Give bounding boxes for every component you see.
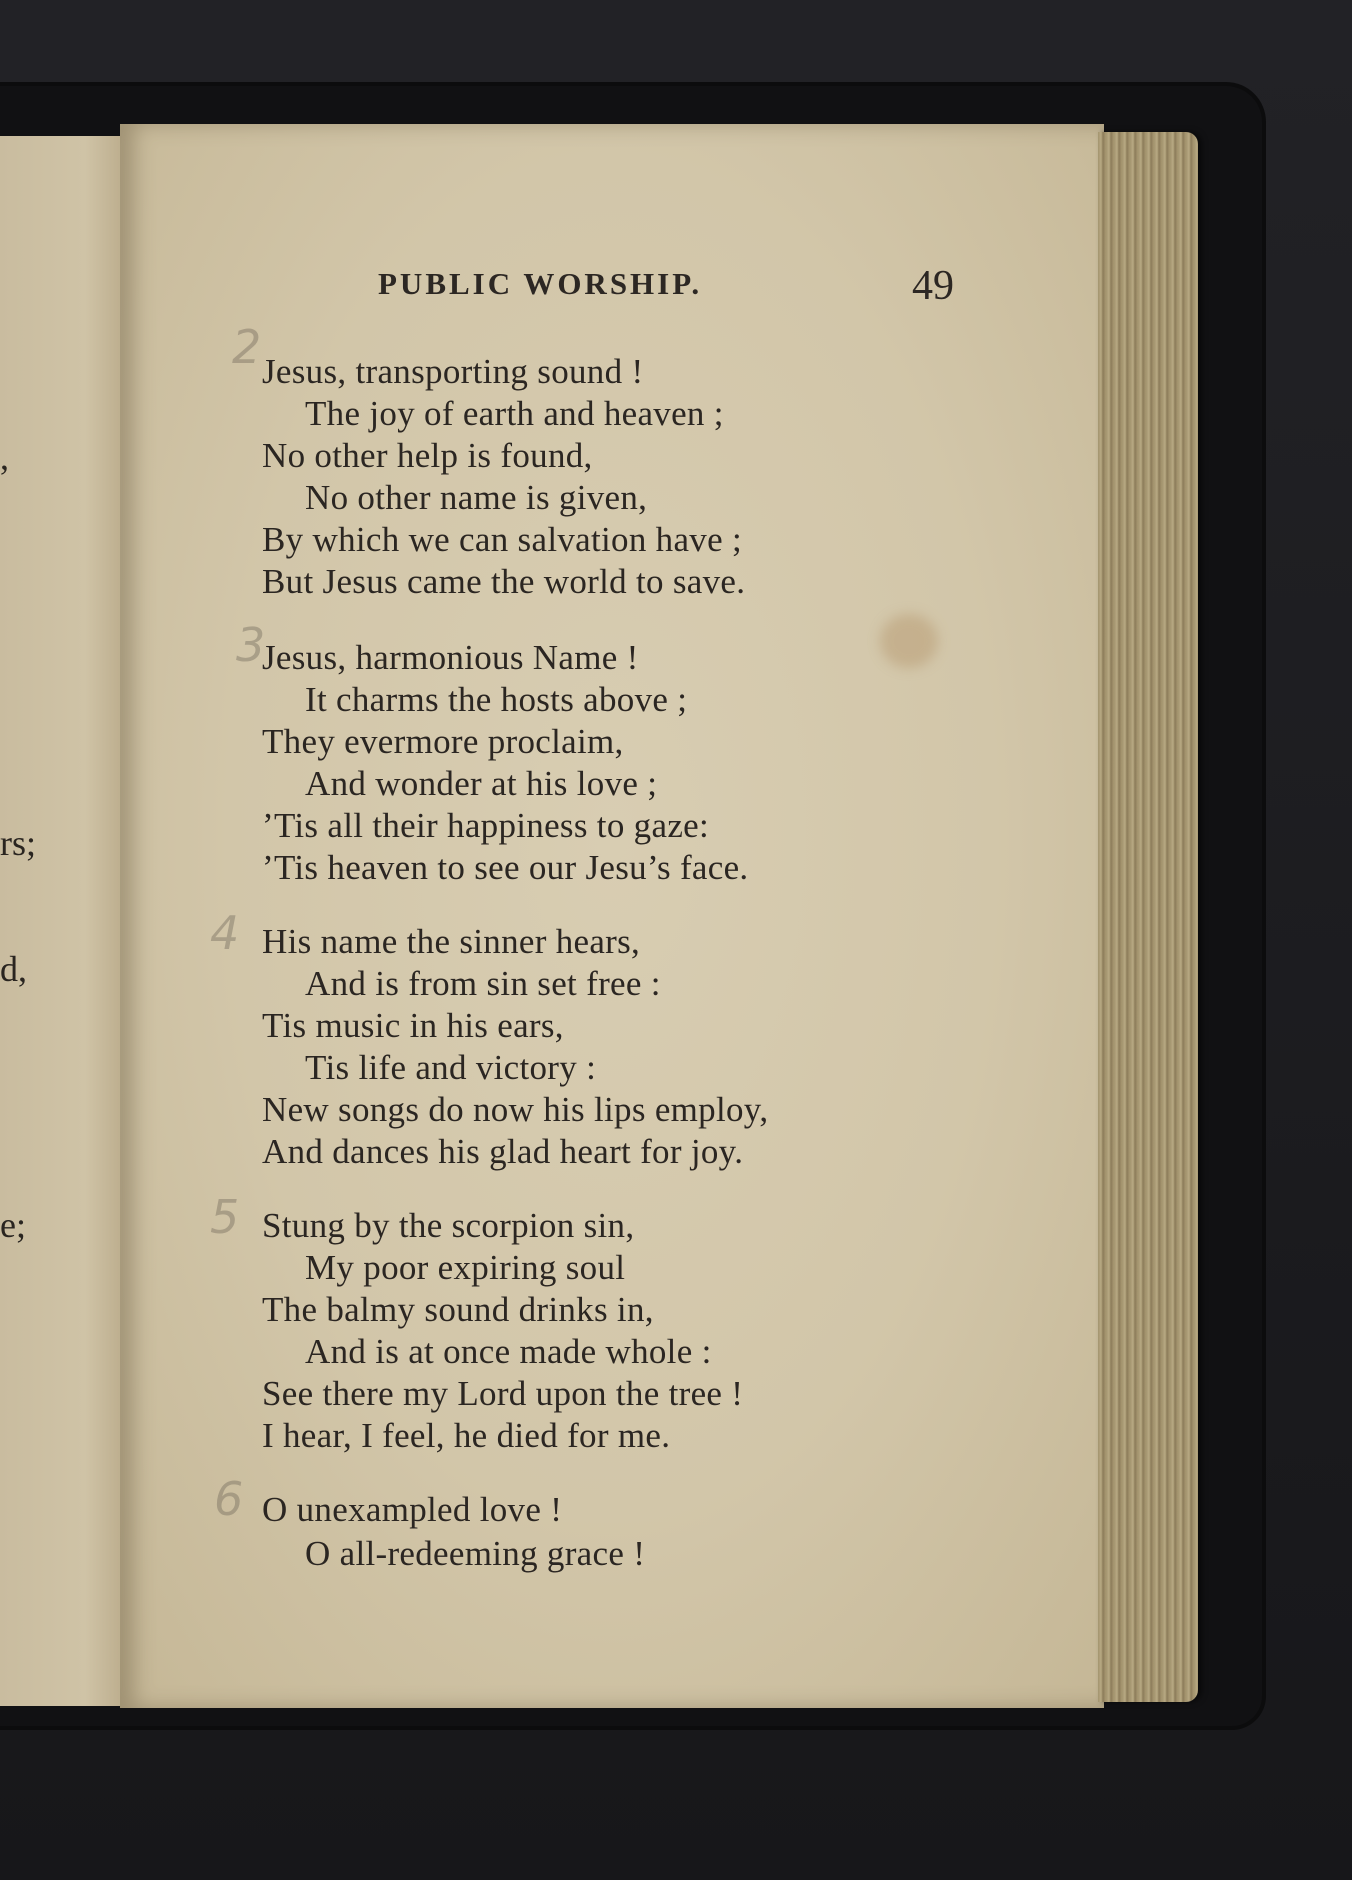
verse-line: O unexampled love ! <box>262 1490 563 1529</box>
verse-line: But Jesus came the world to save. <box>262 562 746 601</box>
verse-line: ’Tis all their happiness to gaze: <box>262 806 710 845</box>
verse-line: The joy of earth and heaven ; <box>305 394 724 433</box>
stain-mark <box>880 614 938 668</box>
verse-line: It charms the hosts above ; <box>305 680 688 719</box>
verse-line: Jesus, transporting sound ! <box>262 352 644 391</box>
verse-line: By which we can salvation have ; <box>262 520 743 559</box>
left-page-fragment: , <box>0 437 9 477</box>
verse-line: They evermore proclaim, <box>262 722 624 761</box>
verse-line: His name the sinner hears, <box>262 922 641 961</box>
verse-line: No other name is given, <box>305 478 648 517</box>
verse-line: Tis music in his ears, <box>262 1006 564 1045</box>
verse-line: Stung by the scorpion sin, <box>262 1206 635 1245</box>
pencil-stanza-number: 3 <box>236 618 266 672</box>
verse-line: I hear, I feel, he died for me. <box>262 1416 671 1455</box>
left-page <box>0 136 122 1706</box>
verse-line: And wonder at his love ; <box>305 764 658 803</box>
running-header: PUBLIC WORSHIP. <box>378 266 703 301</box>
verse-line: And dances his glad heart for joy. <box>262 1132 744 1171</box>
verse-line: No other help is found, <box>262 436 593 475</box>
verse-line: New songs do now his lips employ, <box>262 1090 769 1129</box>
pencil-stanza-number: 2 <box>232 320 262 374</box>
pencil-stanza-number: 4 <box>210 906 240 960</box>
page-number: 49 <box>912 263 954 309</box>
verse-line: Tis life and victory : <box>305 1048 597 1087</box>
left-page-fragment: d, <box>0 949 27 989</box>
page-edges <box>1098 132 1198 1702</box>
verse-line: O all-redeeming grace ! <box>305 1534 646 1573</box>
pencil-stanza-number: 6 <box>214 1472 244 1526</box>
pencil-stanza-number: 5 <box>210 1190 240 1244</box>
left-page-fragment: e; <box>0 1205 26 1245</box>
verse-line: ’Tis heaven to see our Jesu’s face. <box>262 848 749 887</box>
left-page-fragment: rs; <box>0 823 36 863</box>
verse-line: Jesus, harmonious Name ! <box>262 638 639 677</box>
verse-line: My poor expiring soul <box>305 1248 626 1287</box>
verse-line: And is from sin set free : <box>305 964 661 1003</box>
verse-line: See there my Lord upon the tree ! <box>262 1374 744 1413</box>
verse-line: The balmy sound drinks in, <box>262 1290 654 1329</box>
verse-line: And is at once made whole : <box>305 1332 712 1371</box>
